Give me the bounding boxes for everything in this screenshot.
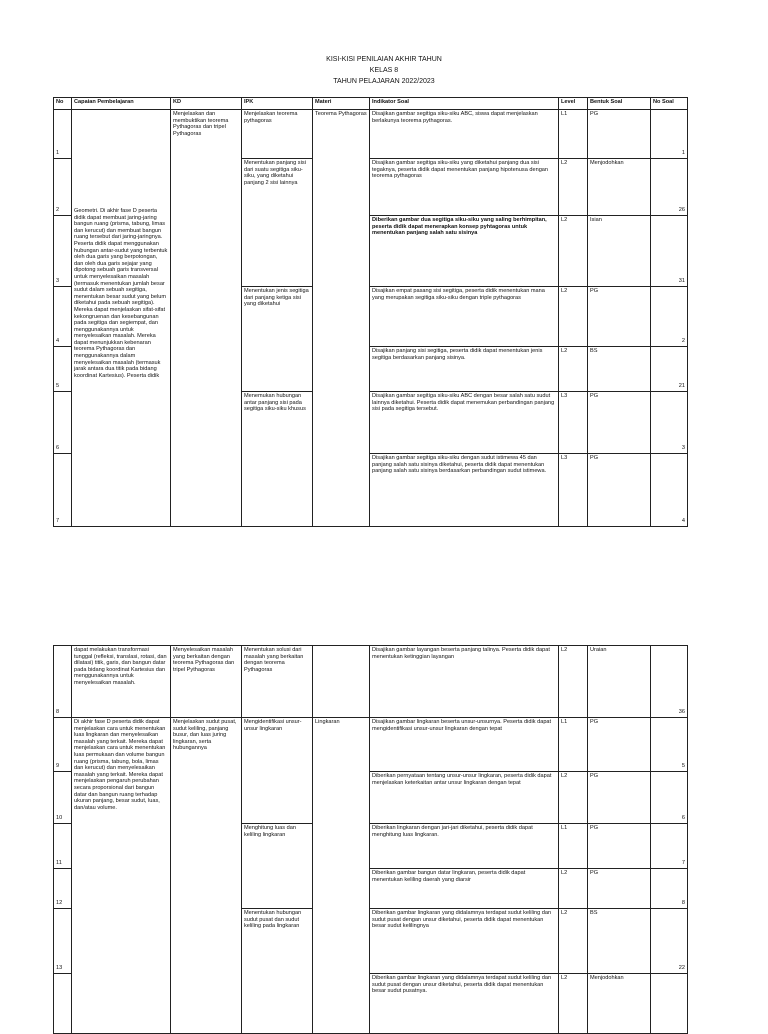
bentuk-cell: PG [588, 392, 651, 454]
level-cell: L2 [559, 974, 588, 1034]
col-ipk: IPK [242, 98, 313, 110]
kisi-table-page2 [53, 645, 688, 1034]
nosoal-cell: 2 [651, 287, 688, 347]
bentuk-cell: BS [588, 909, 651, 974]
indikator-cell: Diberikan lingkaran dengan jari-jari diketahui, peserta didik dapat menghitung luas lingkaran. [370, 824, 559, 869]
col-no: No [54, 98, 72, 110]
col-level: Level [559, 98, 588, 110]
indikator-cell [370, 216, 559, 287]
bentuk-cell: Uraian [588, 646, 651, 718]
col-bentuk: Bentuk Soal [588, 98, 651, 110]
indikator-cell: Disajikan panjang sisi segitiga, peserta didik dapat menentukan jenis segitiga berdasarkan panjang sisinya. [370, 347, 559, 392]
bentuk-cell: BS [588, 347, 651, 392]
materi-cell: Lingkaran [313, 718, 370, 1034]
ipk-cell: Menentukan jenis segitiga dari panjang ketiga sisi yang diketahui [242, 287, 313, 392]
indikator-bold: Diberikan gambar dua segitiga siku-siku yang saling berhimpitan, peserta didik dapat menerapkan konsep pyhtagoras untuk menentukan panjang salah satu sisinya [372, 217, 549, 237]
doc-year: TAHUN PELAJARAN 2022/2023 [333, 78, 435, 85]
col-nosoal: No Soal [651, 98, 688, 110]
row-no: 8 [54, 646, 72, 718]
ipk-cell: Menentukan solusi dari masalah yang berkaitan dengan teorema Pythagoras [242, 646, 313, 718]
level-cell: L2 [559, 216, 588, 287]
row-no: 5 [54, 347, 72, 392]
indikator-cell: Diberikan gambar lingkaran yang didalamnya terdapat sudut keliling dan sudut pusat dengan unsur diketahui, peserta didik dapat menentukan besar sudut pusatnya. [370, 974, 559, 1034]
level-cell: L2 [559, 646, 588, 718]
level-cell: L2 [559, 159, 588, 216]
table-row [54, 646, 688, 718]
nosoal-cell: 1 [651, 110, 688, 159]
row-no: 12 [54, 869, 72, 909]
indikator-cell: Disajikan gambar segitiga siku-siku ABC, siswa dapat menjelaskan berlakunya teorema pythagoras. [370, 110, 559, 159]
capaian-cell: Di akhir fase D peserta didik dapat menjelaskan cara untuk menentukan luas lingkaran dan menyelesaikan masalah yang terkait. Mereka dapat menjelaskan cara untuk menentukan luas permukaan dan volume bangun ruang (prisma, tabung, bola, limas dan kerucut) dan menyelesaikan masalah yang terkait. Mereka dapat menjelaskan pengaruh perubahan secara proporsional dari bangun datar dan bangun ruang terhadap ukuran panjang, besar sudut, luas, dan/atau volume. [72, 718, 171, 1034]
ipk-cell: Menghitung luas dan keliling lingkaran [242, 824, 313, 909]
row-no [54, 974, 72, 1034]
col-indikator: Indikator Soal [370, 98, 559, 110]
indikator-cell: Disajikan gambar layangan beserta panjang talinya. Peserta didik dapat menentukan ketinggian layangan [370, 646, 559, 718]
col-capaian: Capaian Pembelajaran [72, 98, 171, 110]
row-no: 3 [54, 216, 72, 287]
col-kd: KD [171, 98, 242, 110]
nosoal-cell: 7 [651, 824, 688, 869]
row-no: 10 [54, 772, 72, 824]
nosoal-cell: 26 [651, 159, 688, 216]
table-header-row [54, 98, 688, 110]
bentuk-cell: PG [588, 869, 651, 909]
row-no: 1 [54, 110, 72, 159]
nosoal-cell: 8 [651, 869, 688, 909]
bentuk-cell: Isian [588, 216, 651, 287]
row-no: 4 [54, 287, 72, 347]
indikator-cell: Disajikan gambar lingkaran beserta unsur-unsurnya. Peserta didik dapat mengidentifikasi unsur-unsur lingkaran dengan tepat [370, 718, 559, 772]
nosoal-cell: 31 [651, 216, 688, 287]
table-row [54, 718, 688, 772]
level-cell: L3 [559, 454, 588, 527]
row-no: 7 [54, 454, 72, 527]
materi-cell [313, 646, 370, 718]
level-cell: L2 [559, 772, 588, 824]
ipk-cell: Menemukan hubungan antar panjang sisi pada segitiga siku-siku khusus [242, 392, 313, 527]
nosoal-cell: 6 [651, 772, 688, 824]
kd-cell: Menyelesaikan masalah yang berkaitan dengan teorema Pythagoras dan tripel Pythagoras [171, 646, 242, 718]
indikator-cell: Diberikan gambar bangun datar lingkaran, peserta didik dapat menentukan keliling daerah yang diarsir [370, 869, 559, 909]
indikator-cell: Diberikan gambar lingkaran yang didalamnya terdapat sudut keliling dan sudut pusat dengan unsur diketahui, peserta didik dapat menentukan besar sudut kelilingnya [370, 909, 559, 974]
bentuk-cell: PG [588, 718, 651, 772]
level-cell: L1 [559, 718, 588, 772]
level-cell: L2 [559, 869, 588, 909]
col-materi: Materi [313, 98, 370, 110]
kd-cell: Menjelaskan dan membuktikan teorema Pythagoras dan tripel Pythagoras [171, 110, 242, 527]
level-cell: L2 [559, 287, 588, 347]
bentuk-cell: Menjodohkan [588, 974, 651, 1034]
table-row [54, 110, 688, 159]
kd-cell: Menjelaskan sudut pusat, sudut keliling, panjang busur, dan luas juring lingkaran, serta hubungannya [171, 718, 242, 1034]
ipk-cell: Menentukan panjang sisi dari suatu segitiga siku-siku, yang diketahui panjang 2 sisi lainnya [242, 159, 313, 287]
capaian-cell: dapat melakukan transformasi tunggal (refleksi, translasi, rotasi, dan dilatasi) titik, garis, dan bangun datar pada bidang koordinat Kartesius dan menggunakannya untuk menyelesaikan masalah. [72, 646, 171, 718]
nosoal-cell: 21 [651, 347, 688, 392]
row-no: 11 [54, 824, 72, 869]
bentuk-cell: PG [588, 110, 651, 159]
ipk-cell: Menentukan hubungan sudut pusat dan sudut keliling pada lingkaran [242, 909, 313, 1034]
indikator-cell: Disajikan empat pasang sisi segitiga, peserta didik menentukan mana yang merupakan segitiga siku-siku dengan triple pythagoras [370, 287, 559, 347]
row-no: 6 [54, 392, 72, 454]
doc-title: KISI-KISI PENILAIAN AKHIR TAHUN [326, 56, 442, 63]
nosoal-cell: 36 [651, 646, 688, 718]
nosoal-cell: 3 [651, 392, 688, 454]
row-no: 13 [54, 909, 72, 974]
bentuk-cell: PG [588, 824, 651, 869]
indikator-cell: Disajikan gambar segitiga siku-siku yang diketahui panjang dua sisi tegaknya, peserta didik dapat menentukan panjang hipotenusa dengan teorema pythagoras [370, 159, 559, 216]
nosoal-cell [651, 974, 688, 1034]
ipk-cell: Mengidentifikasi unsur-unsur lingkaran [242, 718, 313, 824]
nosoal-cell: 5 [651, 718, 688, 772]
materi-cell: Teorema Pythagoras [313, 110, 370, 527]
nosoal-cell: 4 [651, 454, 688, 527]
level-cell: L1 [559, 824, 588, 869]
bentuk-cell: PG [588, 287, 651, 347]
doc-class: KELAS 8 [369, 67, 399, 74]
bentuk-cell: PG [588, 772, 651, 824]
nosoal-cell: 22 [651, 909, 688, 974]
kisi-table-page1 [53, 97, 688, 527]
indikator-cell: Disajikan gambar segitiga siku-siku ABC dengan besar salah satu sudut lainnya diketahui. Peserta didik dapat menemukan perbandingan panjang sisi pada segitiga tersebut. [370, 392, 559, 454]
level-cell: L2 [559, 347, 588, 392]
row-no: 9 [54, 718, 72, 772]
level-cell: L2 [559, 909, 588, 974]
capaian-text: Geometri. Di akhir fase D peserta didik dapat membuat jaring-jaring bangun ruang (prisma, tabung, limas dan kerucut) dan membuat bangun ruang tersebut dari jaring-jaringnya. Peserta didik dapat menggunakan hubungan antar-sudut yang terbentuk oleh dua garis yang berpotongan, dan oleh dua garis sejajar yang dipotong sebuah garis transversal untuk menyelesaikan masalah (termasuk menentukan jumlah besar sudut dalam sebuah segitiga, menentukan besar sudut yang belum diketahui pada sebuah segitiga). Mereka dapat menjelaskan sifat-sifat kekongruenan dan kesebangunan pada segitiga dan segiempat, dan menggunakannya untuk menyelesaikan masalah. Mereka dapat menunjukkan kebenaran teorema Pythagoras dan menggunakannya dalam menyelesaikan masalah (termasuk jarak antara dua titik pada bidang koordinat Kartesius). Peserta didik [74, 208, 169, 379]
bentuk-cell: PG [588, 454, 651, 527]
level-cell: L1 [559, 110, 588, 159]
bentuk-cell: Menjodohkan [588, 159, 651, 216]
level-cell: L3 [559, 392, 588, 454]
indikator-cell: Diberikan pernyataan tentang unsur-unsur lingkaran, peserta didik dapat menjelaskan keterkaitan antar unsur lingkaran dengan tepat [370, 772, 559, 824]
capaian-cell [72, 110, 171, 527]
row-no: 2 [54, 159, 72, 216]
indikator-cell: Disajikan gambar segitiga siku-siku dengan sudut istimewa 45 dan panjang salah satu sisinya diketahui, peserta didik dapat menentukan panjang salah satu sisinya berdasarkan perbandingan sudut istimewa. [370, 454, 559, 527]
ipk-cell: Menjelaskan teorema pythagoras [242, 110, 313, 159]
